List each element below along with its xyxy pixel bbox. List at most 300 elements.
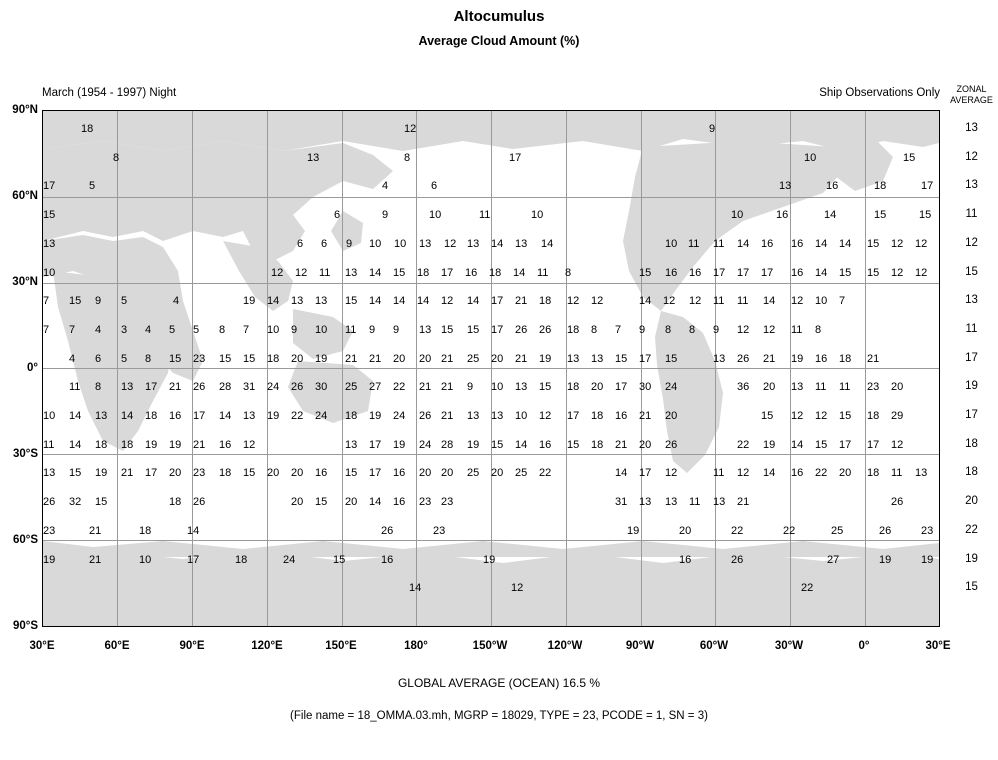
heatmap-cell-value: 16 xyxy=(679,553,692,566)
heatmap-cell-value: 36 xyxy=(737,381,750,394)
heatmap-cell-value: 4 xyxy=(173,295,180,308)
heatmap-cell-value: 22 xyxy=(801,582,814,595)
heatmap-cell-value: 14 xyxy=(541,237,554,250)
heatmap-cell-value: 13 xyxy=(467,237,480,250)
heatmap-cell-value: 9 xyxy=(382,209,389,222)
heatmap-cell-value: 21 xyxy=(345,352,358,365)
heatmap-cell-value: 23 xyxy=(419,496,432,509)
heatmap-cell-value: 9 xyxy=(291,323,298,336)
heatmap-cell-value: 10 xyxy=(804,151,817,164)
heatmap-cell-value: 8 xyxy=(665,323,672,336)
heatmap-cell-value: 16 xyxy=(791,266,804,279)
heatmap-cell-value: 20 xyxy=(763,381,776,394)
heatmap-cell-value: 14 xyxy=(417,295,430,308)
heatmap-cell-value: 12 xyxy=(511,582,524,595)
heatmap-cell-value: 4 xyxy=(382,180,389,193)
heatmap-cell-value: 26 xyxy=(879,524,892,537)
heatmap-cell-value: 13 xyxy=(307,151,320,164)
heatmap-cell-value: 12 xyxy=(665,467,678,480)
heatmap-cell-value: 10 xyxy=(665,237,678,250)
zonal-average-value: 12 xyxy=(965,236,978,249)
zonal-average-header-line2: AVERAGE xyxy=(950,95,993,105)
heatmap-cell-value: 17 xyxy=(145,467,158,480)
heatmap-cell-value: 22 xyxy=(291,410,304,422)
heatmap-cell-value: 14 xyxy=(69,438,82,451)
heatmap-cell-value: 4 xyxy=(69,352,76,365)
heatmap-cell-value: 13 xyxy=(467,410,480,422)
heatmap-cell-value: 15 xyxy=(761,410,774,422)
heatmap-cell-value: 14 xyxy=(369,295,382,308)
heatmap-cell-value: 17 xyxy=(369,467,382,480)
heatmap-cell-value: 17 xyxy=(839,438,852,451)
heatmap-cell-value: 7 xyxy=(43,295,50,308)
heatmap-cell-value: 14 xyxy=(513,266,526,279)
heatmap-cell-value: 16 xyxy=(169,410,182,422)
longitude-tick-label: 30°E xyxy=(29,640,55,652)
heatmap-cell-value: 26 xyxy=(737,352,750,365)
heatmap-cell-value: 31 xyxy=(615,496,628,509)
heatmap-cell-value: 19 xyxy=(169,438,182,451)
heatmap-cell-value: 11 xyxy=(815,381,827,394)
heatmap-cell-value: 16 xyxy=(615,410,628,422)
latitude-tick-label: 60°N xyxy=(12,190,38,202)
heatmap-cell-value: 26 xyxy=(193,381,206,394)
heatmap-cell-value: 13 xyxy=(713,352,726,365)
zonal-average-value: 13 xyxy=(965,179,978,192)
heatmap-cell-value: 13 xyxy=(345,438,358,451)
heatmap-cell-value: 20 xyxy=(393,352,406,365)
heatmap-cell-value: 4 xyxy=(145,323,152,336)
heatmap-cell-value: 27 xyxy=(369,381,382,394)
heatmap-cell-value: 25 xyxy=(345,381,358,394)
heatmap-cell-value: 16 xyxy=(665,266,678,279)
zonal-average-value: 20 xyxy=(965,495,978,508)
heatmap-cell-value: 15 xyxy=(467,323,480,336)
heatmap-cell-value: 19 xyxy=(921,553,934,566)
longitude-tick-label: 30°W xyxy=(774,640,804,652)
heatmap-cell-value: 20 xyxy=(679,524,692,537)
heatmap-cell-value: 11 xyxy=(713,295,725,308)
heatmap-cell-value: 15 xyxy=(867,237,880,250)
heatmap-cell-value: 15 xyxy=(219,352,232,365)
heatmap-cell-value: 4 xyxy=(95,323,102,336)
longitude-tick-label: 180° xyxy=(404,640,428,652)
heatmap-cell-value: 18 xyxy=(874,180,887,193)
latitude-tick-label: 90°N xyxy=(12,104,38,116)
zonal-average-value: 12 xyxy=(965,150,978,163)
heatmap-cell-value: 15 xyxy=(169,352,182,365)
latitude-tick-label: 60°S xyxy=(12,534,38,546)
heatmap-cell-value: 16 xyxy=(315,467,328,480)
zonal-average-header xyxy=(945,84,998,106)
heatmap-cell-value: 18 xyxy=(145,410,158,422)
heatmap-cell-value: 12 xyxy=(791,295,804,308)
gridline-horizontal xyxy=(43,540,939,541)
latitude-tick-label: 30°N xyxy=(12,276,38,288)
longitude-tick-label: 150°W xyxy=(472,640,508,652)
heatmap-cell-value: 11 xyxy=(43,438,55,451)
heatmap-cell-value: 14 xyxy=(824,209,837,222)
heatmap-cell-value: 28 xyxy=(219,381,232,394)
heatmap-cell-value: 20 xyxy=(291,352,304,365)
heatmap-cell-value: 14 xyxy=(491,237,504,250)
heatmap-cell-value: 10 xyxy=(267,323,280,336)
heatmap-cell-value: 9 xyxy=(709,123,716,135)
heatmap-cell-value: 22 xyxy=(731,524,744,537)
heatmap-cell-value: 25 xyxy=(515,467,528,480)
heatmap-cell-value: 13 xyxy=(791,381,804,394)
zonal-average-value: 13 xyxy=(965,294,978,307)
heatmap-cell-value: 21 xyxy=(515,295,528,308)
heatmap-cell-value: 15 xyxy=(69,467,82,480)
heatmap-cell-value: 19 xyxy=(393,438,406,451)
heatmap-cell-value: 9 xyxy=(639,323,646,336)
heatmap-cell-value: 14 xyxy=(393,295,406,308)
heatmap-cell-value: 11 xyxy=(69,381,81,394)
heatmap-cell-value: 16 xyxy=(776,209,789,222)
heatmap-cell-value: 5 xyxy=(89,180,96,193)
heatmap-cell-value: 21 xyxy=(89,524,102,537)
gridline-horizontal xyxy=(43,454,939,455)
heatmap-cell-value: 8 xyxy=(95,381,102,394)
heatmap-cell-value: 8 xyxy=(689,323,696,336)
heatmap-cell-value: 11 xyxy=(537,266,549,279)
heatmap-cell-value: 21 xyxy=(441,352,454,365)
zonal-average-value: 17 xyxy=(965,409,978,421)
heatmap-cell-value: 20 xyxy=(419,352,432,365)
heatmap-cell-value: 6 xyxy=(334,209,341,222)
zonal-average-value: 11 xyxy=(965,322,978,335)
heatmap-cell-value: 20 xyxy=(267,467,280,480)
heatmap-cell-value: 21 xyxy=(615,438,628,451)
heatmap-cell-value: 20 xyxy=(839,467,852,480)
heatmap-cell-value: 16 xyxy=(761,237,774,250)
heatmap-cell-value: 18 xyxy=(839,352,852,365)
heatmap-cell-value: 15 xyxy=(815,438,828,451)
heatmap-cell-value: 21 xyxy=(369,352,382,365)
heatmap-cell-value: 17 xyxy=(713,266,726,279)
heatmap-cell-value: 19 xyxy=(369,410,382,422)
zonal-average-value: 18 xyxy=(965,437,978,450)
heatmap-cell-value: 18 xyxy=(539,295,552,308)
heatmap-cell-value: 21 xyxy=(121,467,134,480)
heatmap-cell-value: 17 xyxy=(491,323,504,336)
heatmap-cell-value: 17 xyxy=(737,266,750,279)
heatmap-cell-value: 14 xyxy=(267,295,280,308)
heatmap-cell-value: 17 xyxy=(145,381,158,394)
heatmap-cell-value: 21 xyxy=(89,553,102,566)
heatmap-cell-value: 30 xyxy=(639,381,652,394)
heatmap-cell-value: 13 xyxy=(121,381,134,394)
heatmap-cell-value: 15 xyxy=(95,496,108,509)
heatmap-cell-value: 19 xyxy=(791,352,804,365)
heatmap-cell-value: 15 xyxy=(919,209,932,222)
heatmap-cell-value: 13 xyxy=(291,295,304,308)
heatmap-cell-value: 17 xyxy=(441,266,454,279)
heatmap-cell-value: 16 xyxy=(689,266,702,279)
heatmap-cell-value: 26 xyxy=(665,438,678,451)
heatmap-cell-value: 8 xyxy=(565,266,572,279)
heatmap-cell-value: 15 xyxy=(43,209,56,222)
heatmap-cell-value: 14 xyxy=(791,438,804,451)
heatmap-cell-value: 25 xyxy=(831,524,844,537)
heatmap-cell-value: 8 xyxy=(815,323,822,336)
zonal-average-value: 17 xyxy=(965,351,978,364)
heatmap-cell-value: 12 xyxy=(689,295,702,308)
heatmap-cell-value: 13 xyxy=(315,295,328,308)
heatmap-cell-value: 15 xyxy=(243,352,256,365)
heatmap-cell-value: 9 xyxy=(369,323,376,336)
heatmap-cell-value: 18 xyxy=(139,524,152,537)
heatmap-cell-value: 12 xyxy=(891,237,904,250)
longitude-tick-label: 60°E xyxy=(104,640,130,652)
heatmap-cell-value: 12 xyxy=(295,266,308,279)
heatmap-cell-value: 14 xyxy=(815,266,828,279)
heatmap-cell-value: 14 xyxy=(737,237,750,250)
file-note-label: (File name = 18_OMMA.03.mh, MGRP = 18029, TYPE = 23, PCODE = 1, SN = 3) xyxy=(290,710,708,722)
heatmap-cell-value: 16 xyxy=(219,438,232,451)
heatmap-cell-value: 15 xyxy=(874,209,887,222)
heatmap-cell-value: 14 xyxy=(409,582,422,595)
heatmap-cell-value: 12 xyxy=(791,410,804,422)
heatmap-cell-value: 10 xyxy=(531,209,544,222)
heatmap-cell-value: 13 xyxy=(515,237,528,250)
heatmap-cell-value: 14 xyxy=(515,438,528,451)
longitude-tick-label: 120°W xyxy=(547,640,583,652)
heatmap-cell-value: 11 xyxy=(319,266,331,279)
heatmap-cell-value: 16 xyxy=(791,467,804,480)
global-average-label: GLOBAL AVERAGE (OCEAN) 16.5 % xyxy=(397,676,601,690)
heatmap-cell-value: 19 xyxy=(243,295,256,308)
heatmap-cell-value: 19 xyxy=(145,438,158,451)
heatmap-cell-value: 24 xyxy=(283,553,296,566)
heatmap-cell-value: 27 xyxy=(827,553,840,566)
heatmap-cell-value: 20 xyxy=(169,467,182,480)
heatmap-cell-value: 7 xyxy=(43,323,50,336)
longitude-tick-label: 150°E xyxy=(325,640,357,652)
longitude-tick-label: 90°E xyxy=(179,640,205,652)
heatmap-cell-value: 17 xyxy=(639,352,652,365)
heatmap-cell-value: 28 xyxy=(441,438,454,451)
heatmap-cell-value: 13 xyxy=(243,410,256,422)
heatmap-cell-value: 22 xyxy=(737,438,750,451)
heatmap-cell-value: 8 xyxy=(145,352,152,365)
heatmap-cell-value: 23 xyxy=(441,496,454,509)
heatmap-cell-value: 20 xyxy=(345,496,358,509)
heatmap-cell-value: 10 xyxy=(139,553,152,566)
heatmap-cell-value: 26 xyxy=(193,496,206,509)
zonal-average-value: 15 xyxy=(965,581,978,594)
heatmap-cell-value: 24 xyxy=(419,438,432,451)
heatmap-cell-value: 22 xyxy=(539,467,552,480)
heatmap-cell-value: 13 xyxy=(43,467,56,480)
heatmap-cell-value: 16 xyxy=(539,438,552,451)
heatmap-cell-value: 8 xyxy=(113,151,120,164)
gridline-horizontal xyxy=(43,197,939,198)
heatmap-cell-value: 22 xyxy=(783,524,796,537)
heatmap-cell-value: 31 xyxy=(243,381,256,394)
heatmap-cell-value: 21 xyxy=(193,438,206,451)
heatmap-cell-value: 5 xyxy=(121,295,128,308)
zonal-average-value: 19 xyxy=(965,552,978,565)
heatmap-cell-value: 7 xyxy=(69,323,76,336)
heatmap-cell-value: 15 xyxy=(333,553,346,566)
heatmap-cell-value: 20 xyxy=(591,381,604,394)
heatmap-cell-value: 26 xyxy=(291,381,304,394)
heatmap-cell-value: 11 xyxy=(479,209,491,222)
heatmap-cell-value: 12 xyxy=(763,323,776,336)
zonal-average-value: 11 xyxy=(965,208,978,221)
heatmap-cell-value: 15 xyxy=(491,438,504,451)
heatmap-cell-value: 18 xyxy=(567,323,580,336)
heatmap-cell-value: 6 xyxy=(95,352,102,365)
longitude-tick-label: 120°E xyxy=(251,640,283,652)
heatmap-cell-value: 13 xyxy=(43,237,56,250)
heatmap-cell-value: 17 xyxy=(615,381,628,394)
heatmap-cell-value: 25 xyxy=(467,467,480,480)
heatmap-cell-value: 15 xyxy=(567,438,580,451)
heatmap-cell-value: 8 xyxy=(219,323,226,336)
heatmap-cell-value: 23 xyxy=(193,467,206,480)
latitude-tick-label: 30°S xyxy=(12,448,38,460)
heatmap-cell-value: 15 xyxy=(345,295,358,308)
heatmap-cell-value: 13 xyxy=(95,410,108,422)
latitude-tick-label: 90°S xyxy=(12,620,38,632)
heatmap-cell-value: 13 xyxy=(515,381,528,394)
heatmap-cell-value: 30 xyxy=(315,381,328,394)
heatmap-cell-value: 15 xyxy=(665,352,678,365)
heatmap-cell-value: 19 xyxy=(267,410,280,422)
heatmap-cell-value: 21 xyxy=(169,381,182,394)
heatmap-cell-value: 12 xyxy=(891,266,904,279)
heatmap-cell-value: 14 xyxy=(639,295,652,308)
heatmap-cell-value: 32 xyxy=(69,496,82,509)
heatmap-cell-value: 17 xyxy=(509,151,522,164)
heatmap-cell-value: 11 xyxy=(791,323,803,336)
heatmap-cell-value: 20 xyxy=(639,438,652,451)
heatmap-cell-value: 20 xyxy=(441,467,454,480)
heatmap-cell-value: 9 xyxy=(467,381,474,394)
heatmap-cell-value: 12 xyxy=(663,295,676,308)
heatmap-cell-value: 10 xyxy=(815,295,828,308)
heatmap-cell-value: 12 xyxy=(915,266,928,279)
heatmap-cell-value: 24 xyxy=(665,381,678,394)
heatmap-cell-value: 17 xyxy=(187,553,200,566)
heatmap-cell-value: 17 xyxy=(921,180,934,193)
heatmap-cell-value: 17 xyxy=(369,438,382,451)
heatmap-cell-value: 21 xyxy=(441,410,454,422)
heatmap-cell-value: 5 xyxy=(169,323,176,336)
world-map-heatmap xyxy=(42,110,940,627)
zonal-average-header-line1: ZONAL xyxy=(956,84,987,94)
heatmap-cell-value: 14 xyxy=(69,410,82,422)
heatmap-cell-value: 13 xyxy=(345,266,358,279)
heatmap-cell-value: 13 xyxy=(491,410,504,422)
heatmap-cell-value: 18 xyxy=(345,410,358,422)
heatmap-cell-value: 3 xyxy=(121,323,128,336)
heatmap-cell-value: 12 xyxy=(591,295,604,308)
heatmap-cell-value: 23 xyxy=(921,524,934,537)
heatmap-cell-value: 15 xyxy=(393,266,406,279)
heatmap-cell-value: 13 xyxy=(591,352,604,365)
heatmap-cell-value: 6 xyxy=(321,237,328,250)
zonal-average-value: 13 xyxy=(965,122,978,134)
heatmap-cell-value: 18 xyxy=(867,467,880,480)
heatmap-cell-value: 18 xyxy=(219,467,232,480)
heatmap-cell-value: 17 xyxy=(761,266,774,279)
longitude-tick-label: 60°W xyxy=(699,640,729,652)
heatmap-cell-value: 15 xyxy=(441,323,454,336)
heatmap-cell-value: 18 xyxy=(95,438,108,451)
heatmap-cell-value: 18 xyxy=(417,266,430,279)
heatmap-cell-value: 11 xyxy=(688,237,700,250)
heatmap-cell-value: 21 xyxy=(867,352,880,365)
heatmap-cell-value: 8 xyxy=(591,323,598,336)
heatmap-cell-value: 21 xyxy=(441,381,454,394)
heatmap-cell-value: 18 xyxy=(81,123,94,135)
zonal-average-value: 19 xyxy=(965,380,978,393)
heatmap-cell-value: 12 xyxy=(404,123,417,135)
heatmap-cell-value: 11 xyxy=(891,467,903,480)
heatmap-cell-value: 17 xyxy=(193,410,206,422)
zonal-average-value: 15 xyxy=(965,265,978,278)
heatmap-cell-value: 20 xyxy=(491,352,504,365)
heatmap-cell-value: 10 xyxy=(491,381,504,394)
heatmap-cell-value: 14 xyxy=(839,237,852,250)
heatmap-cell-value: 12 xyxy=(567,295,580,308)
heatmap-cell-value: 26 xyxy=(381,524,394,537)
zonal-average-value: 18 xyxy=(965,466,978,479)
longitude-tick-label: 30°E xyxy=(925,640,951,652)
heatmap-cell-value: 14 xyxy=(187,524,200,537)
heatmap-cell-value: 11 xyxy=(345,323,357,336)
heatmap-cell-value: 12 xyxy=(915,237,928,250)
heatmap-cell-value: 19 xyxy=(763,438,776,451)
page-subtitle: Average Cloud Amount (%) xyxy=(418,34,580,48)
page-title: Altocumulus xyxy=(453,8,545,25)
heatmap-cell-value: 15 xyxy=(243,467,256,480)
heatmap-cell-value: 14 xyxy=(121,410,134,422)
heatmap-cell-value: 15 xyxy=(615,352,628,365)
heatmap-cell-value: 15 xyxy=(839,410,852,422)
heatmap-cell-value: 18 xyxy=(591,438,604,451)
heatmap-cell-value: 13 xyxy=(713,496,726,509)
heatmap-cell-value: 13 xyxy=(419,323,432,336)
heatmap-cell-value: 20 xyxy=(291,467,304,480)
heatmap-cell-value: 17 xyxy=(567,410,580,422)
heatmap-cell-value: 26 xyxy=(891,496,904,509)
heatmap-cell-value: 26 xyxy=(419,410,432,422)
heatmap-cell-value: 15 xyxy=(639,266,652,279)
heatmap-cell-value: 13 xyxy=(567,352,580,365)
heatmap-cell-value: 14 xyxy=(815,237,828,250)
observation-source-label: Ship Observations Only xyxy=(819,87,940,99)
heatmap-cell-value: 23 xyxy=(43,524,56,537)
heatmap-cell-value: 14 xyxy=(763,295,776,308)
heatmap-cell-value: 17 xyxy=(43,180,56,193)
heatmap-cell-value: 15 xyxy=(69,295,82,308)
longitude-tick-label: 0° xyxy=(858,640,870,652)
period-label: March (1954 - 1997) Night xyxy=(42,87,177,99)
heatmap-cell-value: 21 xyxy=(737,496,750,509)
heatmap-cell-value: 14 xyxy=(763,467,776,480)
heatmap-cell-value: 16 xyxy=(381,553,394,566)
heatmap-cell-value: 26 xyxy=(515,323,528,336)
heatmap-cell-value: 18 xyxy=(235,553,248,566)
heatmap-cell-value: 18 xyxy=(169,496,182,509)
heatmap-cell-value: 14 xyxy=(369,496,382,509)
heatmap-cell-value: 12 xyxy=(444,237,457,250)
